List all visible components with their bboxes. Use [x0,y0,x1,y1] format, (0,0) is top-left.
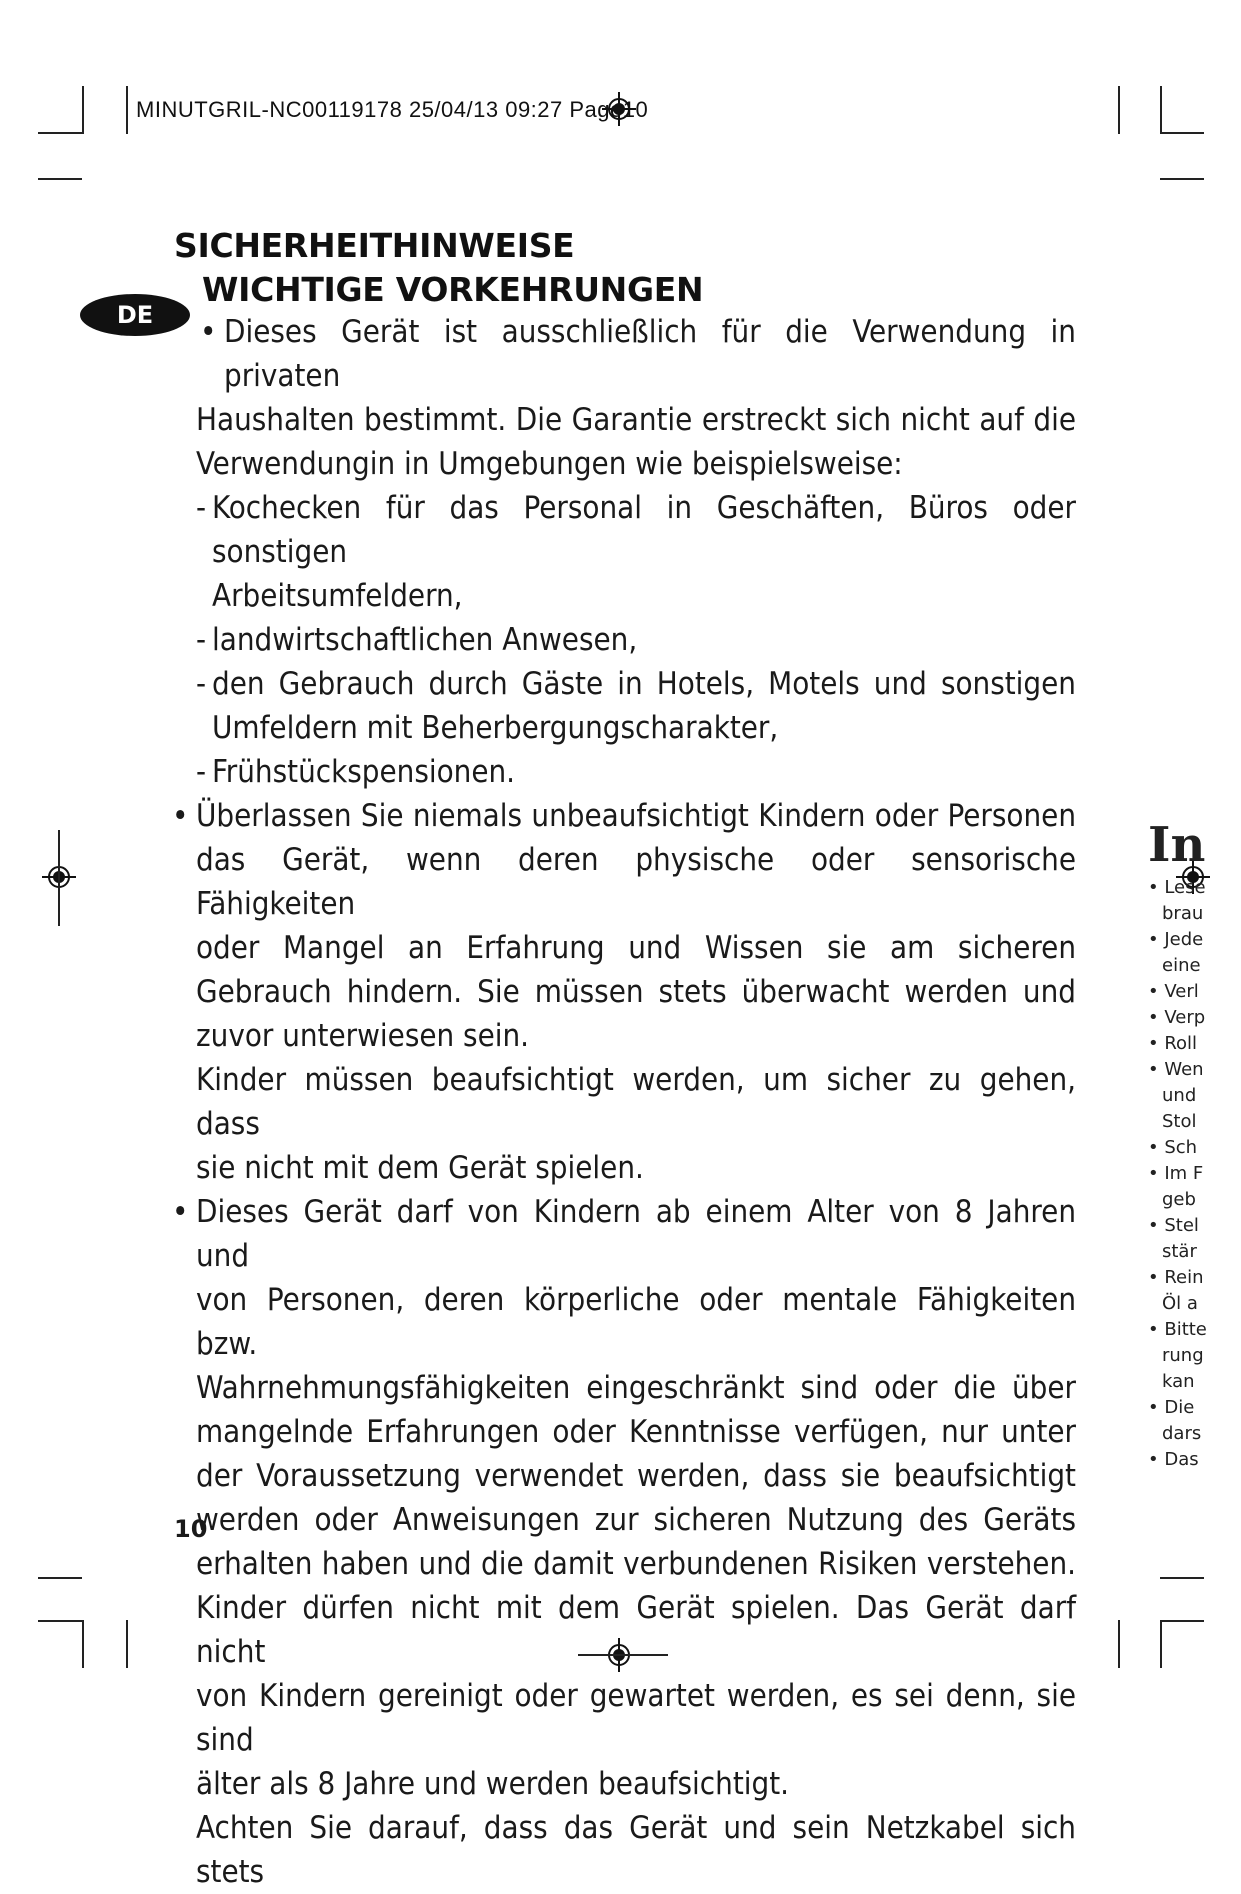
paragraph [172,794,1076,1058]
side-line: Stol [1162,1111,1197,1132]
side-line: • Wen [1148,1059,1204,1080]
text-line: werden oder Anweisungen zur sicheren Nutzung des Geräts [196,1502,1076,1538]
side-line: dars [1162,1423,1202,1444]
text-line: Achten Sie darauf, dass das Gerät und sein Netzkabel sich stets [196,1810,1076,1890]
side-line: stär [1162,1241,1197,1262]
crop-mark [1160,132,1204,134]
side-line: • Lese [1148,877,1206,898]
paragraph [172,310,1076,398]
side-line: • Bitte [1148,1319,1207,1340]
side-line: • Rein [1148,1267,1204,1288]
side-line: und [1162,1085,1197,1106]
crop-mark [1160,1577,1204,1579]
side-line: • Roll [1148,1033,1198,1054]
language-badge: DE [80,294,190,336]
side-line: brau [1162,903,1204,924]
crop-mark [38,132,82,134]
adjacent-page-column [1148,815,1208,1473]
crop-mark [1160,86,1162,134]
text-line: den Gebrauch durch Gäste in Hotels, Motels und sonstigen [212,666,1076,702]
side-line: Öl a [1162,1293,1198,1314]
text-line: Wahrnehmungsfähigkeiten eingeschränkt sind oder die über [196,1370,1076,1406]
text-line: Verwendungin in Umgebungen wie beispielsweise: [196,446,903,482]
text-line: Frühstückspensionen. [212,754,516,790]
dash-marker: - [196,754,207,790]
bullet-icon: • [172,798,189,834]
text-line: zuvor unterwiesen sein. [196,1018,530,1054]
adjacent-page-title: In [1148,817,1206,873]
text-line: von Kindern gereinigt oder gewartet werden, es sei denn, sie sind [196,1678,1076,1758]
text-line: oder Mangel an Erfahrung und Wissen sie am sicheren [196,930,1076,966]
text-line: erhalten haben und die damit verbundenen Risiken verstehen. [196,1546,1076,1582]
crop-mark [38,178,82,180]
text-line: das Gerät, wenn deren physische oder sensorische Fähigkeiten [196,842,1076,922]
dash-marker: - [196,622,207,658]
side-line: kan [1162,1371,1195,1392]
side-line: • Das [1148,1449,1199,1470]
crop-mark [1160,178,1204,180]
text-line: Kinder müssen beaufsichtigt werden, um sicher zu gehen, dass [196,1062,1076,1142]
text-line: sie nicht mit dem Gerät spielen. [196,1150,644,1186]
side-line: • Stel [1148,1215,1199,1236]
page-number: 10 [174,1515,208,1543]
bullet-icon: • [172,1194,189,1230]
paragraph [172,1058,1076,1190]
crop-mark [1160,1620,1204,1622]
crop-mark [38,1577,82,1579]
text-line: Kinder dürfen nicht mit dem Gerät spielen. Das Gerät darf nicht [196,1590,1076,1670]
section-heading: SICHERHEITHINWEISE [174,226,575,265]
dash-marker: - [196,666,207,702]
text-line: Umfeldern mit Beherbergungscharakter, [212,710,779,746]
list-item [172,662,1076,750]
side-line: • Die [1148,1397,1195,1418]
crop-mark [82,1620,84,1668]
text-line: Dieses Gerät ist ausschließlich für die Verwendung in privaten [224,314,1076,394]
text-line: älter als 8 Jahre und werden beaufsichtigt. [196,1766,789,1802]
paragraph [172,1806,1076,1894]
crop-mark [126,1620,128,1668]
side-line: • Verl [1148,981,1199,1002]
side-line: • Jede [1148,929,1204,950]
text-line: Dieses Gerät darf von Kindern ab einem Alter von 8 Jahren und [196,1194,1076,1274]
paragraph [172,1190,1076,1806]
text-line: Gebrauch hindern. Sie müssen stets überwacht werden und [196,974,1076,1010]
crop-mark [58,830,60,926]
crop-mark [1160,1620,1162,1668]
paragraph [172,398,1076,486]
crop-mark [82,86,84,134]
list-item [172,486,1076,618]
crop-mark [1118,86,1120,134]
list-item [172,750,1076,794]
text-line: Kochecken für das Personal in Geschäften, Büros oder sonstigen [212,490,1076,570]
bullet-icon: • [200,314,217,350]
side-line: • Sch [1148,1137,1198,1158]
crop-mark [126,86,128,134]
text-line: Arbeitsumfeldern, [212,578,463,614]
text-line: landwirtschaftlichen Anwesen, [212,622,638,658]
dash-marker: - [196,490,207,526]
side-line: • Im F [1148,1163,1204,1184]
side-line: eine [1162,955,1201,976]
side-line: • Verp [1148,1007,1206,1028]
text-line: der Voraussetzung verwendet werden, dass sie beaufsichtigt [196,1458,1076,1494]
crop-mark [1118,1620,1120,1668]
text-line: Haushalten bestimmt. Die Garantie erstreckt sich nicht auf die [196,402,1076,438]
section-subheading: WICHTIGE VORKEHRUNGEN [202,270,704,309]
print-slug: MINUTGRIL-NC00119178 25/04/13 09:27 Page10 [136,97,649,122]
safety-text [172,310,1076,1894]
side-line: rung [1162,1345,1204,1366]
text-line: mangelnde Erfahrungen oder Kenntnisse verfügen, nur unter [196,1414,1076,1450]
text-line: von Personen, deren körperliche oder mentale Fähigkeiten bzw. [196,1282,1076,1362]
text-line: Überlassen Sie niemals unbeaufsichtigt Kindern oder Personen [196,798,1076,834]
side-line: geb [1162,1189,1196,1210]
crop-mark [38,1620,82,1622]
list-item [172,618,1076,662]
